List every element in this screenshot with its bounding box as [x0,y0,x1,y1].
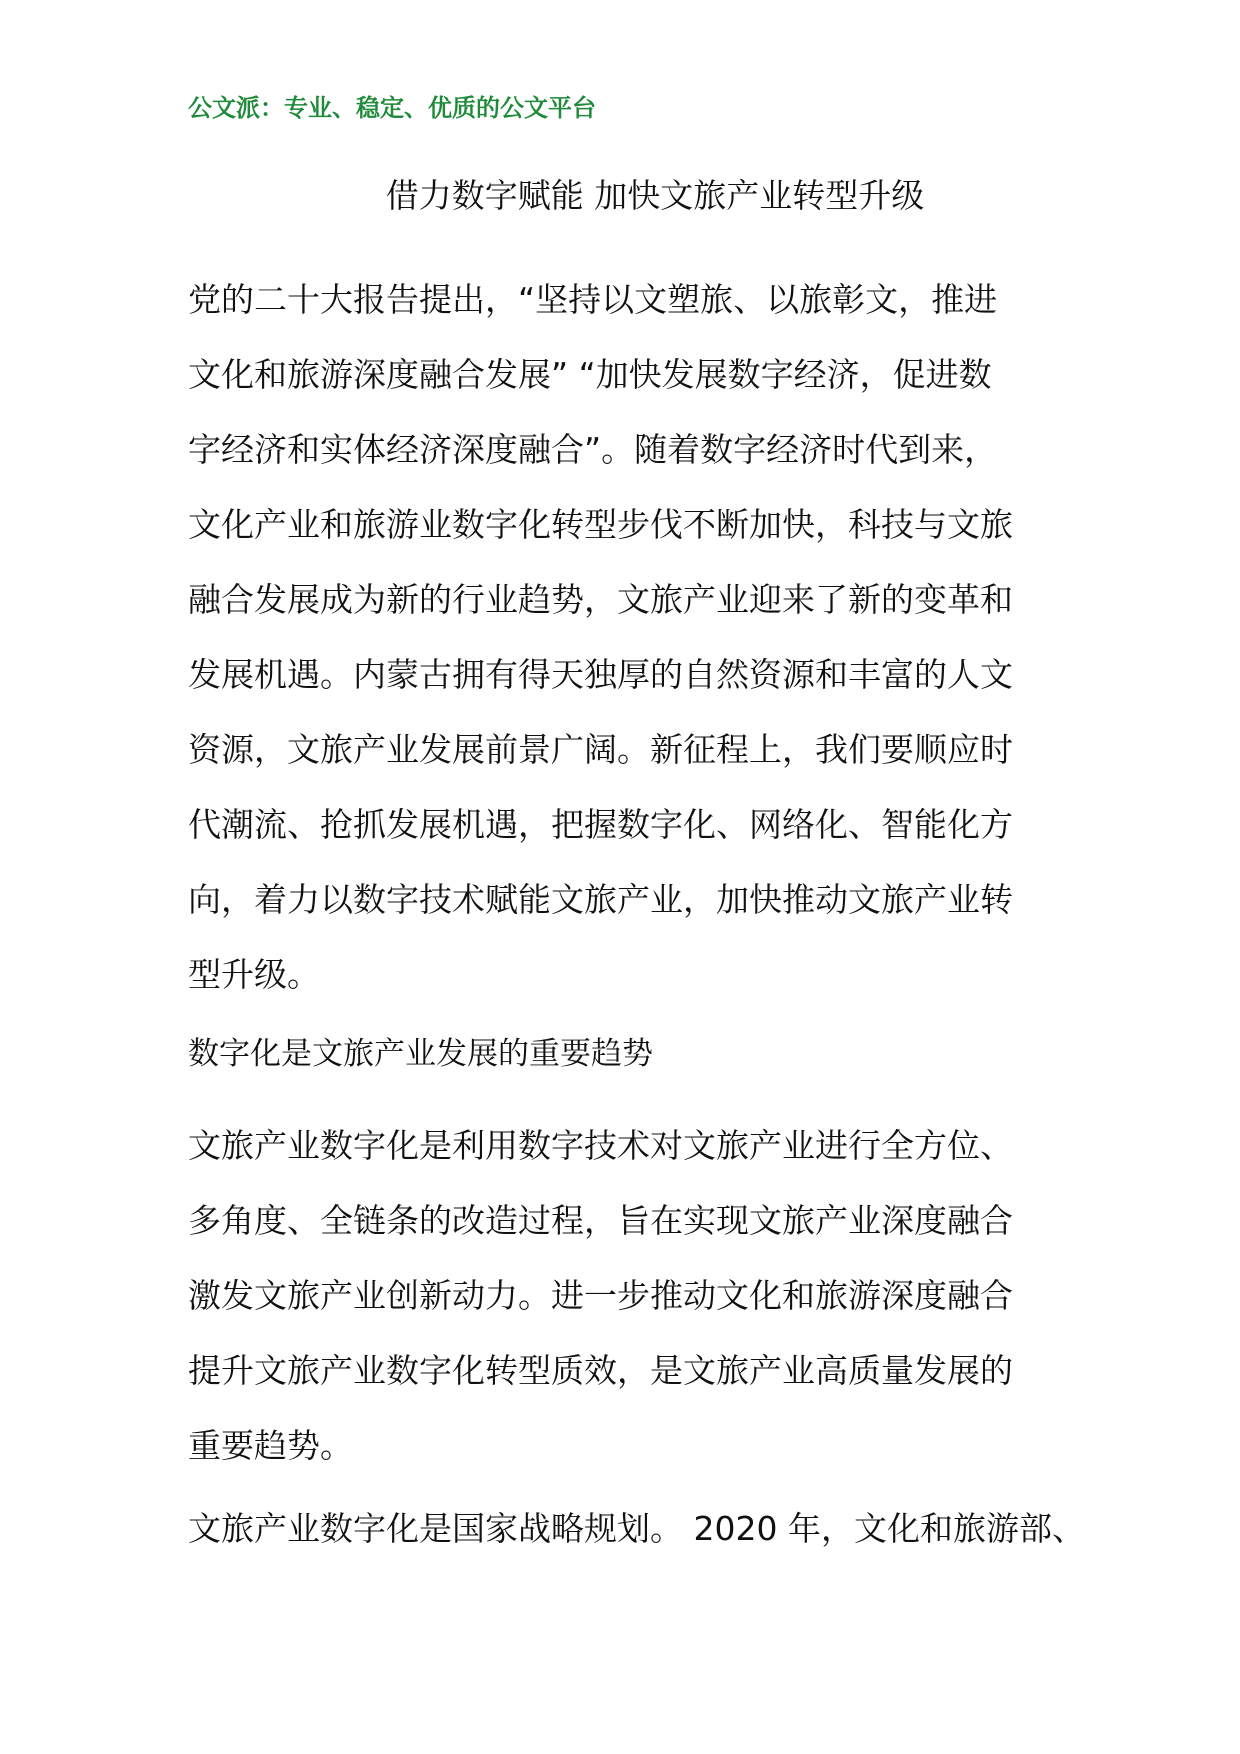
paragraph-line: 字经济和实体经济深度融合”。随着数字经济时代到来， [188,430,998,469]
paragraph-line: 提升文旅产业数字化转型质效，是文旅产业高质量发展的 [188,1351,1013,1390]
article-title: 借力数字赋能 加快文旅产业转型升级 [385,176,925,215]
paragraph-line: 多角度、全链条的改造过程，旨在实现文旅产业深度融合 [188,1201,1013,1240]
paragraph-intro [188,262,1088,1012]
paragraph-line: 资源，文旅产业发展前景广阔。新征程上，我们要顺应时 [188,730,1013,769]
paragraph-gap [188,1483,1088,1491]
paragraph-line: 党的二十大报告提出，“坚持以文塑旅、以旅彰文，推进 [188,280,998,319]
paragraph-national-strategy [188,1491,1088,1566]
paragraph-line: 文化产业和旅游业数字化转型步伐不断加快，科技与文旅 [188,505,1013,544]
paragraph-line: 文化和旅游深度融合发展” “加快发展数字经济，促进数 [188,355,992,394]
site-brand-header: 公文派：专业、稳定、优质的公文平台 [188,94,596,122]
paragraph-line: 发展机遇。内蒙古拥有得天独厚的自然资源和丰富的人文 [188,655,1013,694]
paragraph-line: 文旅产业数字化是利用数字技术对文旅产业进行全方位、 [188,1126,1013,1165]
paragraph-line: 重要趋势。 [188,1426,353,1465]
section-subheading: 数字化是文旅产业发展的重要趋势 [188,1036,653,1072]
article-body [188,262,1088,1566]
paragraph-line: 代潮流、抢抓发展机遇，把握数字化、网络化、智能化方 [188,805,1013,844]
paragraph-line: 融合发展成为新的行业趋势，文旅产业迎来了新的变革和 [188,580,1013,619]
paragraph-line: 型升级。 [188,955,320,994]
paragraph-line: 激发文旅产业创新动力。进一步推动文化和旅游深度融合 [188,1276,1013,1315]
paragraph-digitalization [188,1108,1088,1483]
paragraph-line: 向，着力以数字技术赋能文旅产业，加快推动文旅产业转 [188,880,1013,919]
paragraph-line: 文旅产业数字化是国家战略规划。 2020 年，文化和旅游部、 [188,1509,1085,1548]
